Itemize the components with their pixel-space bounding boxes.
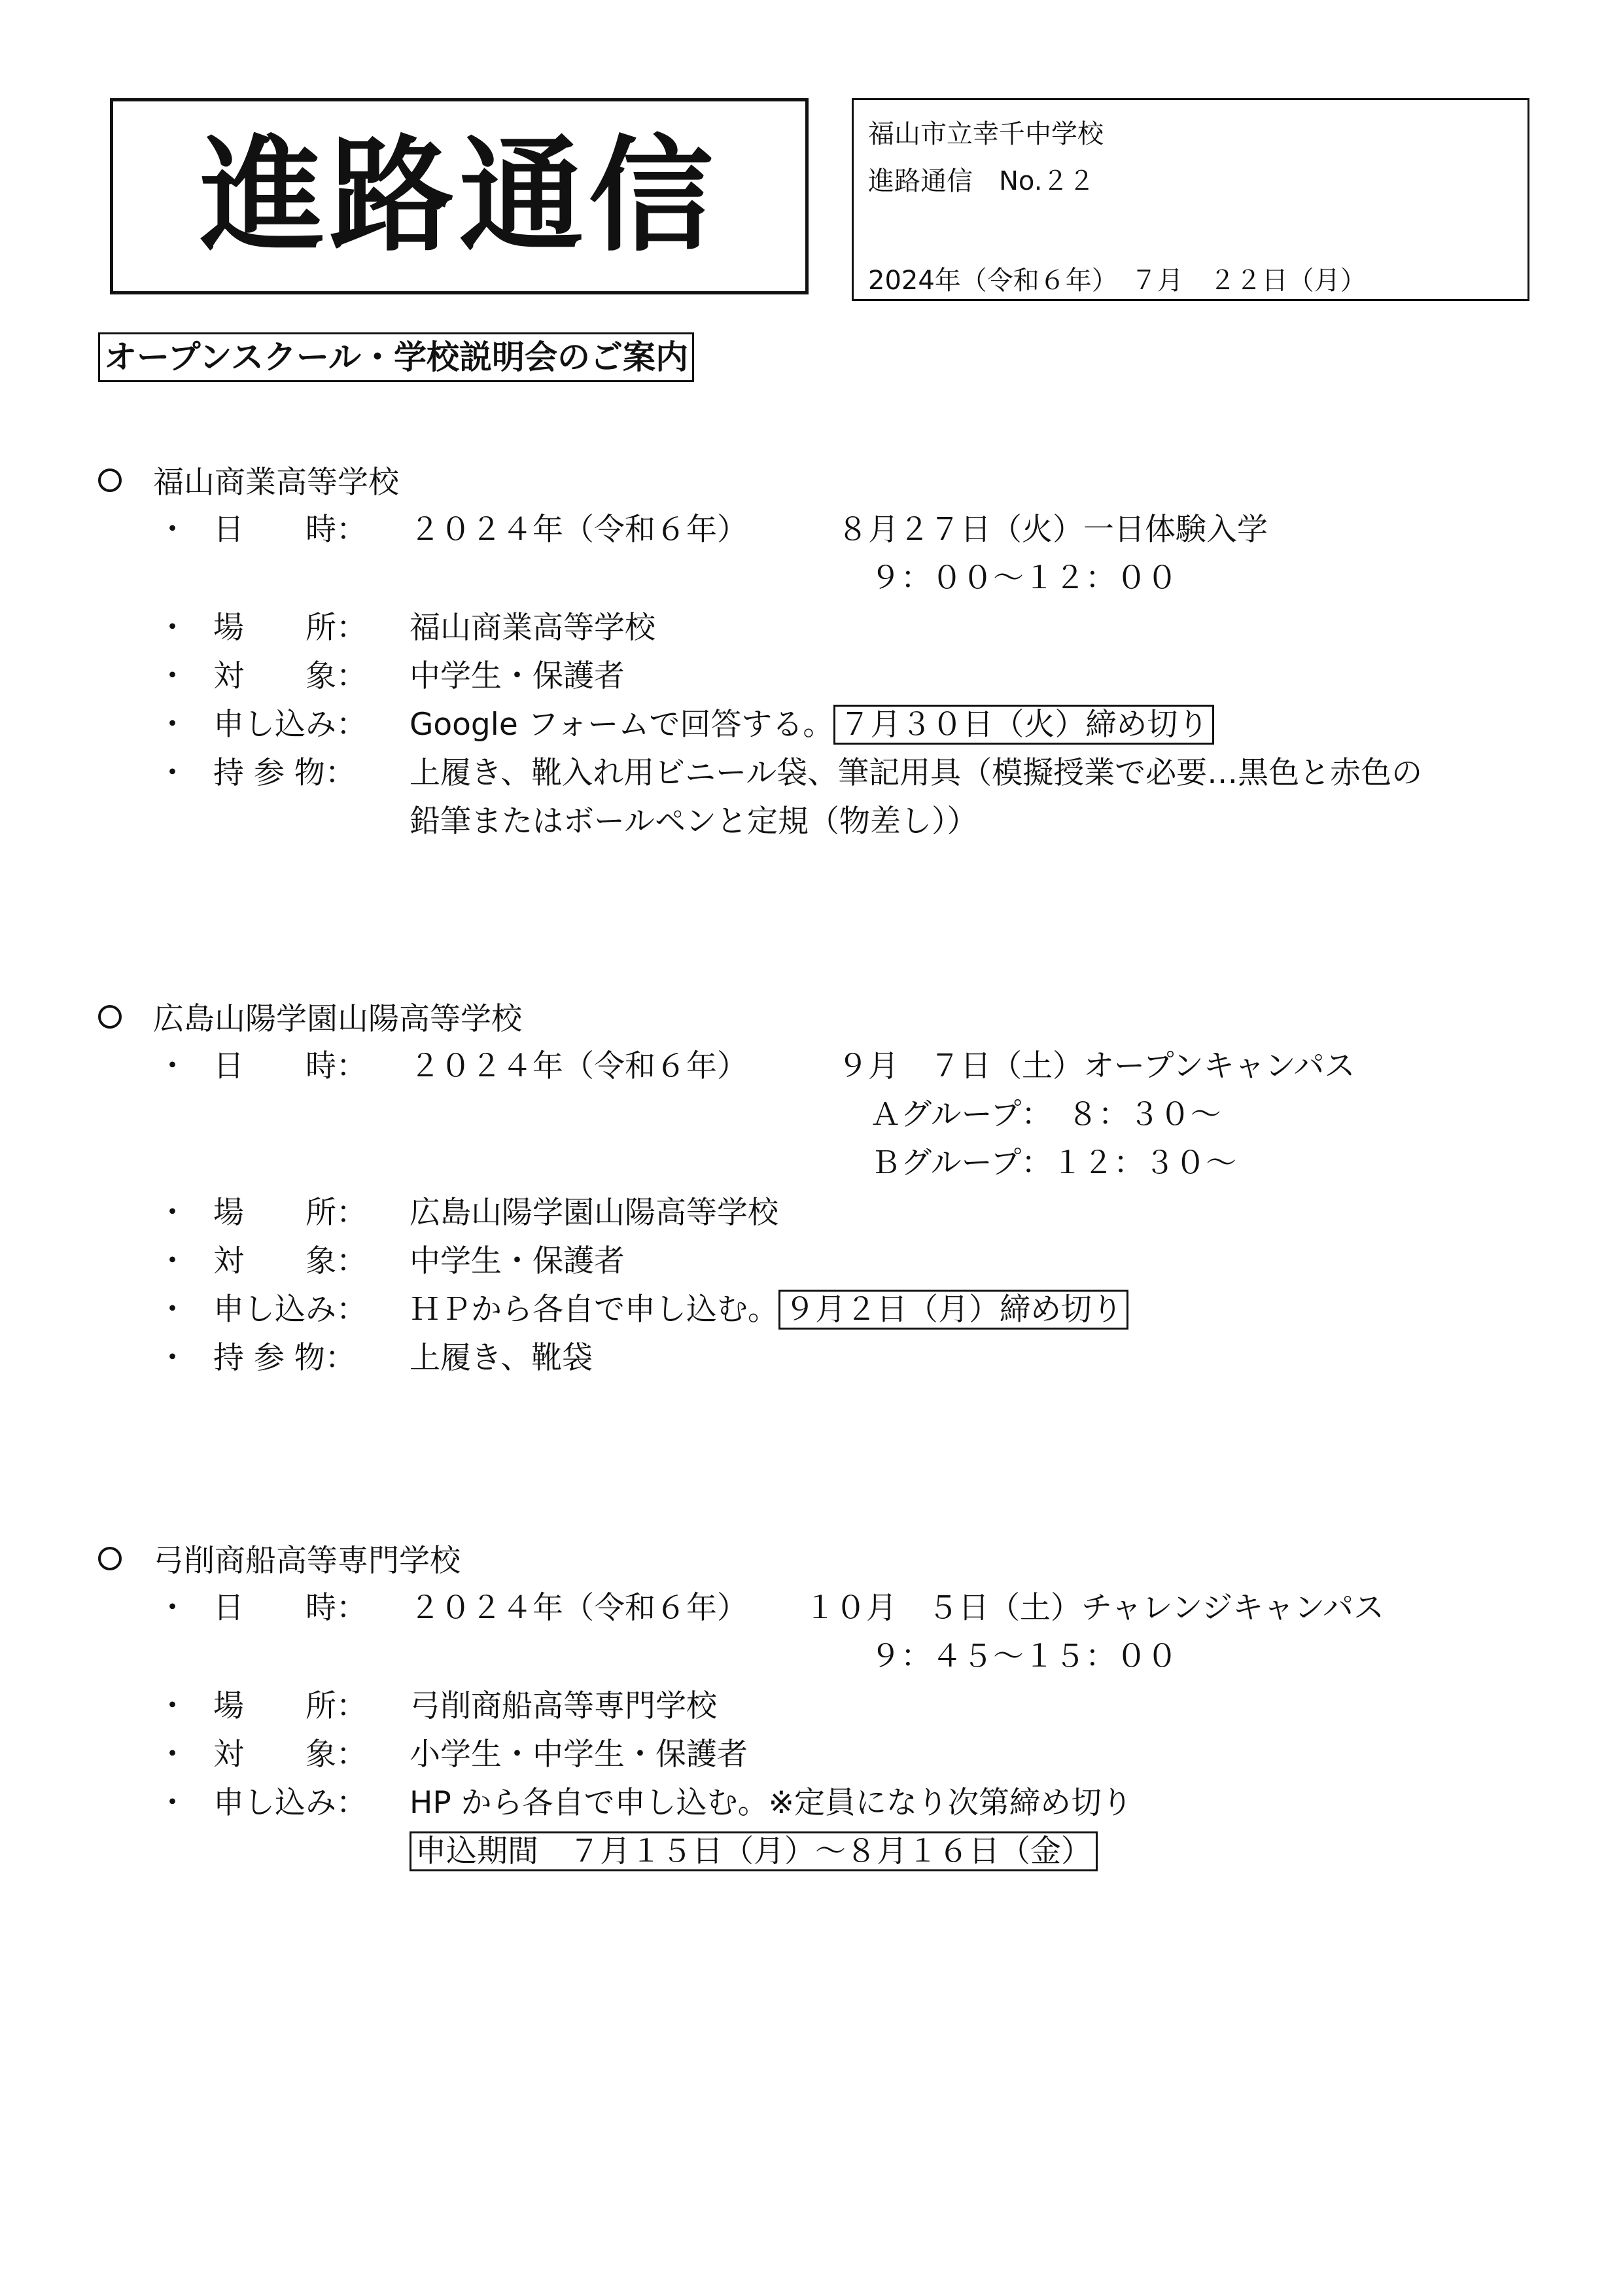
bring-value-1: 上履き、靴袋 bbox=[410, 1340, 593, 1376]
circle-icon bbox=[98, 1005, 122, 1029]
place-value: 福山商業高等学校 bbox=[410, 610, 655, 646]
page-title: 進路通信 bbox=[200, 124, 718, 268]
target-label: 対 象： bbox=[213, 1243, 367, 1279]
apply-label: 申し込み： bbox=[213, 707, 367, 743]
info-issue: 進路通信 No.２２ bbox=[868, 166, 1095, 196]
place-value: 広島山陽学園山陽高等学校 bbox=[410, 1195, 778, 1231]
date-label: 日 時： bbox=[213, 512, 367, 548]
bullet-icon: ・ bbox=[157, 755, 188, 791]
bring-label: 持 参 物： bbox=[213, 1340, 356, 1376]
circle-icon bbox=[98, 468, 122, 492]
target-value: 中学生・保護者 bbox=[410, 658, 625, 694]
bullet-icon: ・ bbox=[157, 610, 188, 646]
info-date: 2024年（令和６年） ７月 ２２日（月） bbox=[868, 266, 1367, 296]
circle-icon bbox=[98, 1547, 122, 1570]
apply-label: 申し込み： bbox=[213, 1292, 367, 1328]
bullet-icon: ・ bbox=[157, 1292, 188, 1328]
school-name: 広島山陽学園山陽高等学校 bbox=[153, 1001, 522, 1037]
place-label: 場 所： bbox=[213, 1688, 367, 1724]
apply-value bbox=[410, 700, 1214, 744]
target-label: 対 象： bbox=[213, 1737, 367, 1773]
date-year: ２０２４年（令和６年） bbox=[410, 512, 748, 548]
deadline-box: ７月３０日（火）締め切り bbox=[833, 705, 1214, 745]
bullet-icon: ・ bbox=[157, 1785, 188, 1821]
group-b: Ｂグループ：１２：３０～ bbox=[870, 1145, 1237, 1181]
apply-period: 申込期間 ７月１５日（月）～８月１６日（金） bbox=[410, 1831, 1098, 1871]
bring-label: 持 参 物： bbox=[213, 755, 356, 791]
date-event: １０月 ５日（土）チャレンジキャンパス bbox=[805, 1590, 1384, 1626]
place-value: 弓削商船高等専門学校 bbox=[410, 1688, 717, 1724]
bullet-icon: ・ bbox=[157, 512, 188, 548]
target-value: 中学生・保護者 bbox=[410, 1243, 625, 1279]
bullet-icon: ・ bbox=[157, 1048, 188, 1084]
title-box bbox=[110, 98, 809, 294]
date-event: ８月２７日（火）一日体験入学 bbox=[837, 512, 1268, 548]
date-label: 日 時： bbox=[213, 1048, 367, 1084]
bullet-icon: ・ bbox=[157, 1340, 188, 1376]
date-year: ２０２４年（令和６年） bbox=[410, 1590, 748, 1626]
school-heading bbox=[98, 1536, 461, 1580]
group-a: Ａグループ： ８：３０～ bbox=[870, 1097, 1221, 1133]
school-heading bbox=[98, 458, 399, 502]
apply-value bbox=[410, 1285, 1128, 1329]
apply-method: Google フォームで回答する。 bbox=[410, 707, 834, 743]
apply-value: HP から各自で申し込む。※定員になり次第締め切り bbox=[410, 1785, 1133, 1821]
date-year: ２０２４年（令和６年） bbox=[410, 1048, 748, 1084]
deadline-box: ９月２日（月）締め切り bbox=[778, 1290, 1128, 1330]
sub-heading: オープンスクール・学校説明会のご案内 bbox=[98, 332, 694, 382]
bullet-icon: ・ bbox=[157, 1195, 188, 1231]
school-name: 福山商業高等学校 bbox=[153, 465, 399, 501]
date-label: 日 時： bbox=[213, 1590, 367, 1626]
target-value: 小学生・中学生・保護者 bbox=[410, 1737, 748, 1773]
info-school: 福山市立幸千中学校 bbox=[868, 119, 1104, 149]
bullet-icon: ・ bbox=[157, 1737, 188, 1773]
target-label: 対 象： bbox=[213, 658, 367, 694]
bullet-icon: ・ bbox=[157, 1590, 188, 1626]
info-box bbox=[852, 98, 1529, 301]
date-event: ９月 ７日（土）オープンキャンパス bbox=[837, 1048, 1355, 1084]
apply-label: 申し込み： bbox=[213, 1785, 367, 1821]
school-name: 弓削商船高等専門学校 bbox=[153, 1543, 461, 1579]
bring-value-2: 鉛筆またはボールペンと定規（物差し）） bbox=[410, 804, 978, 839]
date-time: ９：００～１２：００ bbox=[870, 560, 1178, 596]
bullet-icon: ・ bbox=[157, 658, 188, 694]
bullet-icon: ・ bbox=[157, 1688, 188, 1724]
apply-period-box bbox=[410, 1827, 1098, 1871]
apply-method: ＨＰから各自で申し込む。 bbox=[410, 1292, 778, 1328]
place-label: 場 所： bbox=[213, 1195, 367, 1231]
bullet-icon: ・ bbox=[157, 1243, 188, 1279]
place-label: 場 所： bbox=[213, 610, 367, 646]
school-heading bbox=[98, 995, 522, 1038]
bring-value-1: 上履き、靴入れ用ビニール袋、筆記用具（模擬授業で必要…黒色と赤色の bbox=[410, 755, 1423, 791]
date-time: ９：４５～１５：００ bbox=[870, 1638, 1178, 1674]
bullet-icon: ・ bbox=[157, 707, 188, 743]
